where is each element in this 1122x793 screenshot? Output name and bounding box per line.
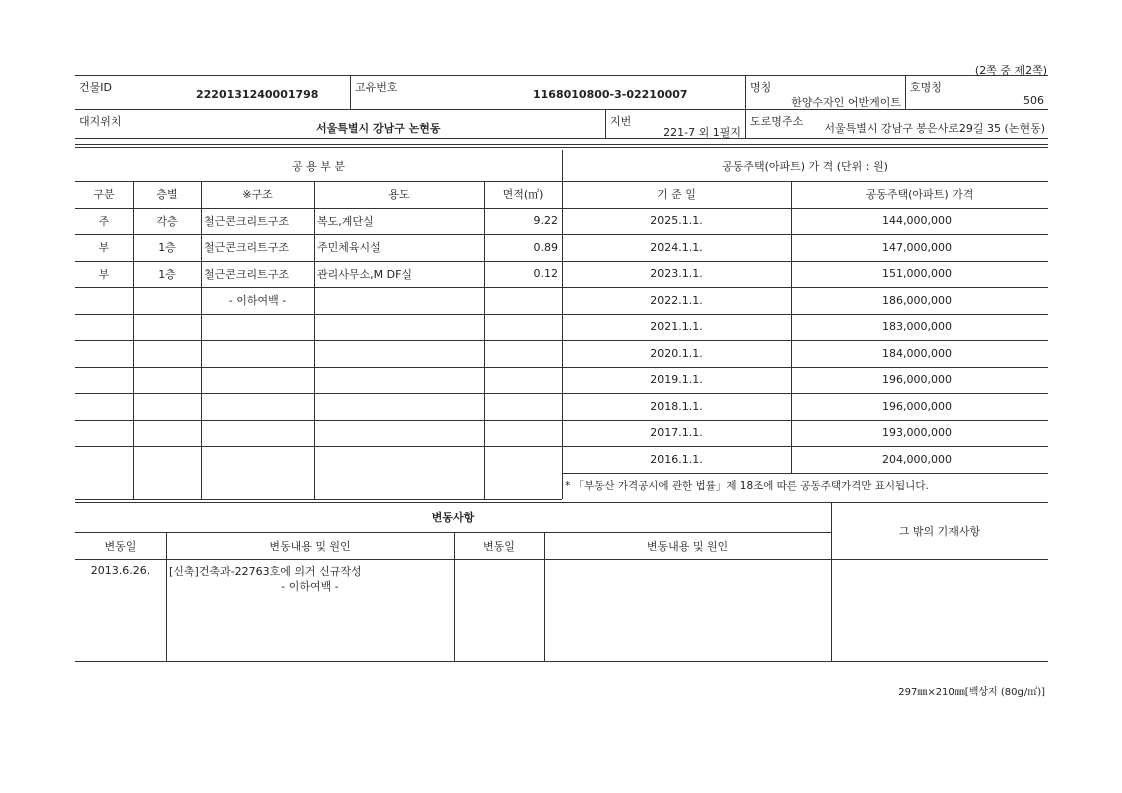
name-cell: [745, 76, 905, 109]
header-row-2: [75, 110, 1048, 139]
price-value-cell: 184,000,000: [882, 346, 952, 360]
common-row-cell: 철근콘크리트구조: [204, 267, 290, 281]
common-row-cell: 철근콘크리트구조: [204, 241, 290, 255]
name-value: 한양수자인 어반게이트: [791, 96, 901, 109]
common-row-cell: 1층: [158, 241, 176, 255]
common-header-cell: 용도: [388, 188, 410, 202]
unit-value: 506: [1023, 94, 1044, 107]
price-title: 공동주택(아파트) 가 격 (단위 : 원): [722, 159, 888, 173]
price-value-cell: 196,000,000: [882, 399, 952, 413]
road-label: 도로명주소: [750, 115, 804, 128]
common-header-cell: 층별: [156, 188, 178, 202]
unique-no-label: 고유번호: [355, 81, 398, 94]
page-indicator: (2쪽 중 제2쪽): [974, 64, 1047, 77]
building-id-cell: [75, 76, 350, 109]
common-row-cell: 부: [98, 241, 110, 255]
common-row-cell: 0.12: [533, 267, 558, 281]
common-row-cell: 복도,계단실: [317, 214, 374, 228]
site-label: 대지위치: [79, 115, 122, 128]
common-row-cell: 철근콘크리트구조: [204, 214, 290, 228]
name-label: 명칭: [750, 81, 772, 94]
common-row-cell: 0.89: [533, 240, 558, 254]
other-notes-title: 그 밖의 기재사항: [898, 524, 981, 538]
price-value-cell: 193,000,000: [882, 426, 952, 440]
unique-no-value: 1168010800-3-02210007: [533, 88, 688, 101]
common-header-cell: 구분: [93, 188, 115, 202]
price-header-cell: 공동주택(아파트) 가격: [865, 188, 974, 202]
grid-line: [75, 499, 562, 500]
common-row-cell: 9.22: [533, 214, 558, 228]
changes-header-cell: 변동내용 및 원인: [646, 539, 729, 553]
price-date-cell: 2019.1.1.: [650, 373, 703, 387]
lot-label: 지번: [610, 115, 632, 128]
road-value: 서울특별시 강남구 봉은사로29길 35 (논현동): [824, 122, 1045, 135]
site-value: 서울특별시 강남구 논현동: [316, 122, 441, 135]
price-date-cell: 2025.1.1.: [650, 214, 703, 228]
price-date-cell: 2020.1.1.: [650, 346, 703, 360]
building-id-value: 2220131240001798: [196, 88, 319, 101]
common-row-cell: 관리사무소,M DF실: [317, 267, 413, 281]
road-cell: [745, 110, 1048, 138]
common-blank-note: - 이하여백 -: [228, 294, 287, 308]
changes-header-cell: 변동일: [104, 539, 137, 553]
price-value-cell: 151,000,000: [882, 267, 952, 281]
change-description: [신축]건축과-22763호에 의거 신규작성: [169, 565, 362, 578]
unique-no-cell: [350, 76, 745, 109]
double-rule-top: [75, 144, 1048, 145]
building-id-label: 건물ID: [79, 81, 112, 94]
common-and-price-table: [75, 150, 1048, 502]
common-part-title: 공 용 부 분: [292, 159, 345, 173]
price-value-cell: 147,000,000: [882, 240, 952, 254]
building-header-table: [75, 75, 1048, 138]
changes-title: 변동사항: [431, 511, 475, 524]
unit-label: 호명칭: [910, 81, 942, 94]
common-header-cell: ※구조: [242, 188, 273, 202]
common-row-cell: 1층: [158, 267, 176, 281]
lot-cell: [605, 110, 745, 138]
price-date-cell: 2021.1.1.: [650, 320, 703, 334]
changes-header-cell: 변동내용 및 원인: [269, 539, 351, 553]
change-blank-note: - 이하여백 -: [281, 580, 339, 593]
price-date-cell: 2018.1.1.: [650, 399, 703, 413]
price-date-cell: 2016.1.1.: [650, 452, 703, 466]
price-value-cell: 144,000,000: [882, 214, 952, 228]
price-date-cell: 2023.1.1.: [650, 267, 703, 281]
price-value-cell: 183,000,000: [882, 320, 952, 334]
price-date-cell: 2022.1.1.: [650, 293, 703, 307]
common-row-cell: 부: [98, 267, 110, 281]
common-row-cell: 주민체육시설: [317, 241, 381, 255]
price-note: * 「부동산 가격공시에 관한 법률」제 18조에 따른 공동주택가격만 표시됩니다.: [565, 480, 929, 493]
price-date-cell: 2024.1.1.: [650, 240, 703, 254]
double-rule-bottom: [75, 147, 1048, 148]
price-value-cell: 186,000,000: [882, 293, 952, 307]
grid-line: [75, 559, 1048, 560]
unit-cell: [905, 76, 1048, 109]
common-row-cell: 각층: [156, 214, 178, 228]
common-header-cell: 면적(㎡): [502, 188, 544, 202]
header-row-1: [75, 76, 1048, 110]
price-value-cell: 196,000,000: [882, 373, 952, 387]
price-header-cell: 기 준 일: [657, 188, 696, 202]
change-date: 2013.6.26.: [90, 563, 151, 577]
paper-spec-note: 297㎜×210㎜[백상지 (80g/㎡)]: [898, 687, 1045, 698]
grid-line: [75, 661, 1048, 662]
common-row-cell: 주: [98, 214, 110, 228]
site-cell: [75, 110, 605, 138]
changes-header-cell: 변동일: [483, 539, 515, 553]
price-value-cell: 204,000,000: [882, 452, 952, 466]
price-date-cell: 2017.1.1.: [650, 426, 703, 440]
lot-value: 221-7 외 1필지: [663, 126, 741, 139]
changes-table: [75, 502, 1048, 662]
